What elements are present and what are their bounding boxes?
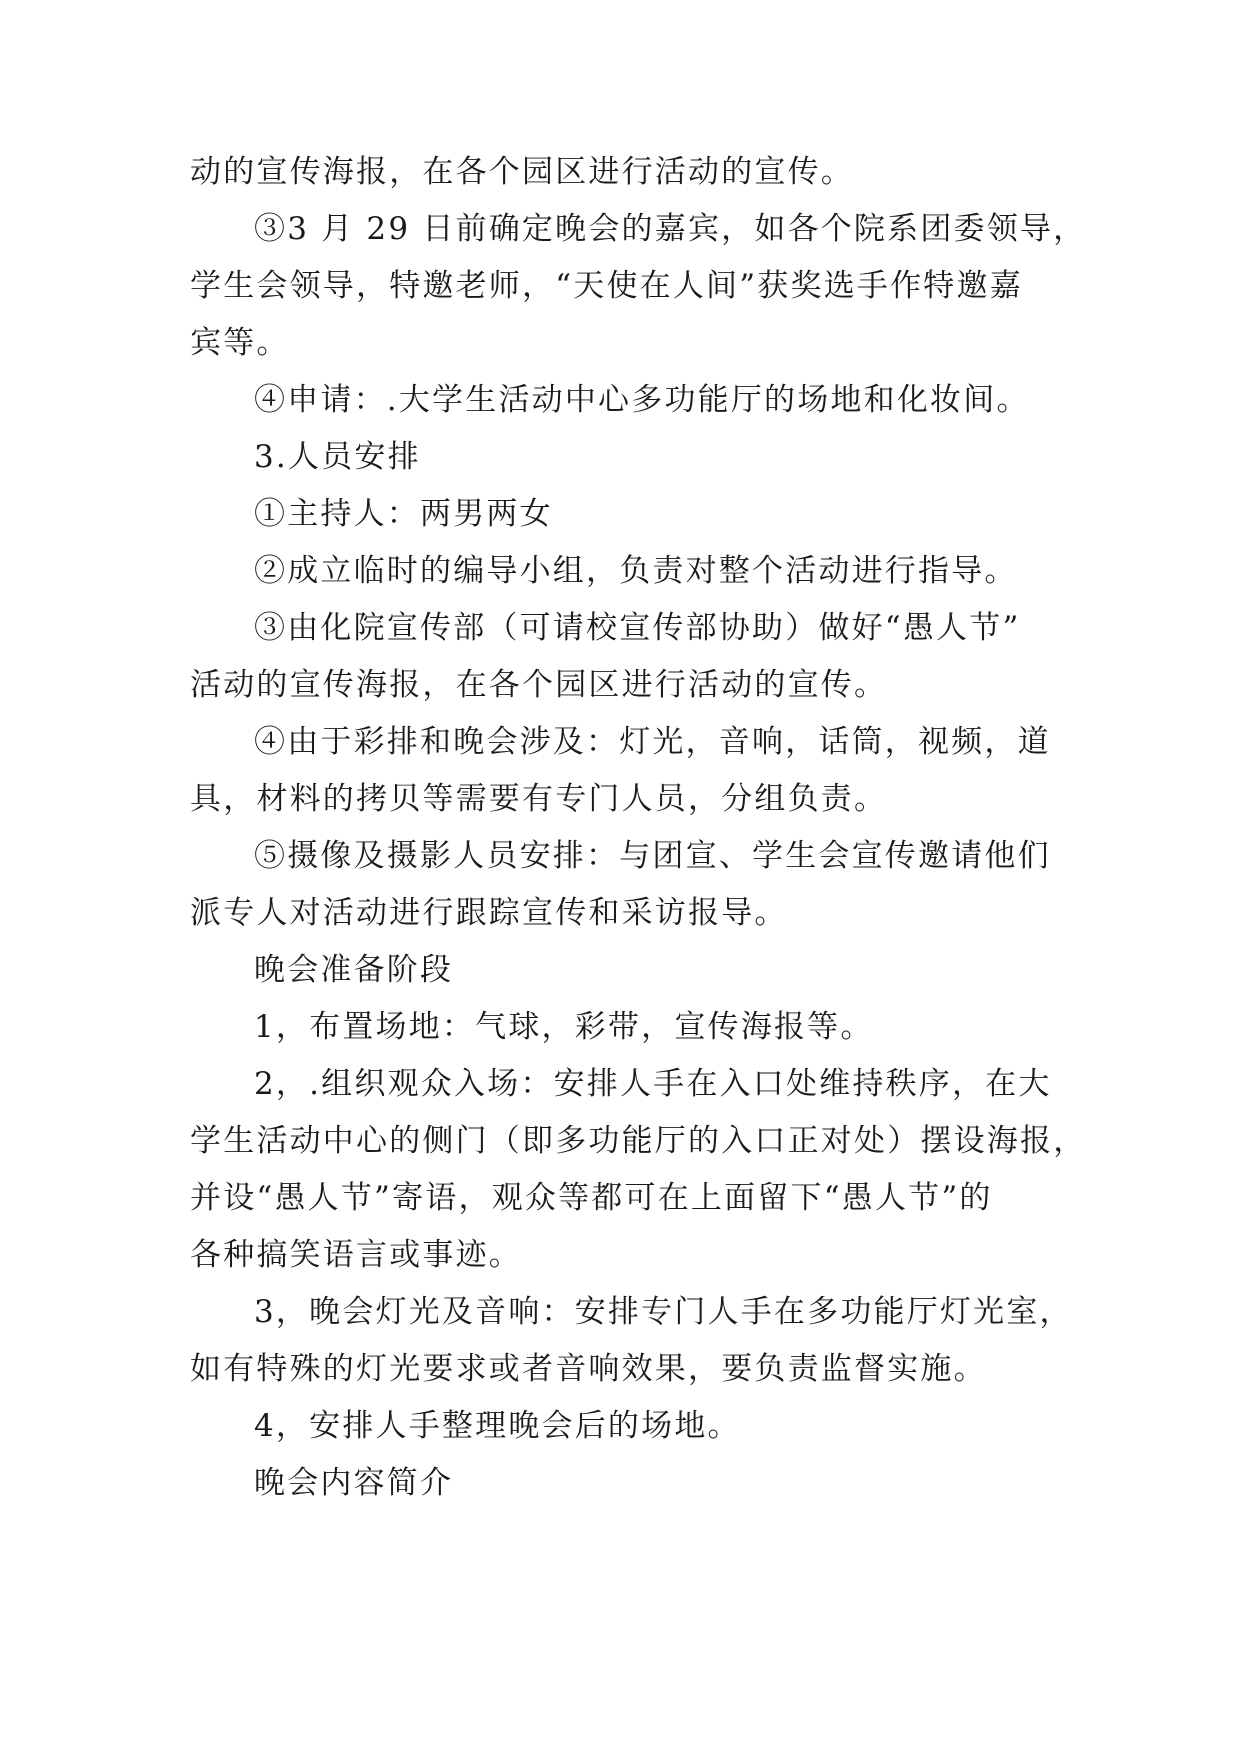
text-line: ①主持人：两男两女: [254, 496, 553, 532]
text-line: 并设“愚人节”寄语，观众等都可在上面留下“愚人节”的: [190, 1180, 993, 1216]
text-line: 学生活动中心的侧门（即多功能厅的入口正对处）摆设海报，: [190, 1123, 1087, 1159]
text-line: 具，材料的拷贝等需要有专门人员，分组负责。: [190, 781, 888, 817]
text-line: 各种搞笑语言或事迹。: [190, 1237, 522, 1273]
section-heading: 晚会内容简介: [254, 1465, 454, 1501]
section-heading: 晚会准备阶段: [254, 952, 454, 988]
text-line: ④申请：.大学生活动中心多功能厅的场地和化妆间。: [254, 382, 1030, 418]
text-line: 2，.组织观众入场：安排人手在入口处维持秩序，在大: [254, 1066, 1052, 1102]
text-line: 4，安排人手整理晚会后的场地。: [254, 1408, 741, 1444]
text-line: 如有特殊的灯光要求或者音响效果，要负责监督实施。: [190, 1351, 987, 1387]
text-line: 宾等。: [190, 325, 290, 361]
text-line: 3，晚会灯光及音响：安排专门人手在多功能厅灯光室，: [254, 1294, 1073, 1330]
text-line: 动的宣传海报，在各个园区进行活动的宣传。: [190, 154, 854, 190]
text-line: 活动的宣传海报，在各个园区进行活动的宣传。: [190, 667, 888, 703]
text-line: ④由于彩排和晚会涉及：灯光，音响，话筒，视频，道: [254, 724, 1051, 760]
text-line: 1，布置场地：气球，彩带，宣传海报等。: [254, 1009, 874, 1045]
text-line: ⑤摄像及摄影人员安排：与团宣、学生会宣传邀请他们: [254, 838, 1051, 874]
text-line: 学生会领导，特邀老师，“天使在人间”获奖选手作特邀嘉: [190, 268, 1023, 304]
text-line: 派专人对活动进行跟踪宣传和采访报导。: [190, 895, 788, 931]
text-line: ③3 月 29 日前确定晚会的嘉宾，如各个院系团委领导，: [254, 211, 1087, 247]
section-heading: 3.人员安排: [254, 439, 421, 475]
text-line: ③由化院宣传部（可请校宣传部协助）做好“愚人节”: [254, 610, 1021, 646]
text-line: ②成立临时的编导小组，负责对整个活动进行指导。: [254, 553, 1018, 589]
